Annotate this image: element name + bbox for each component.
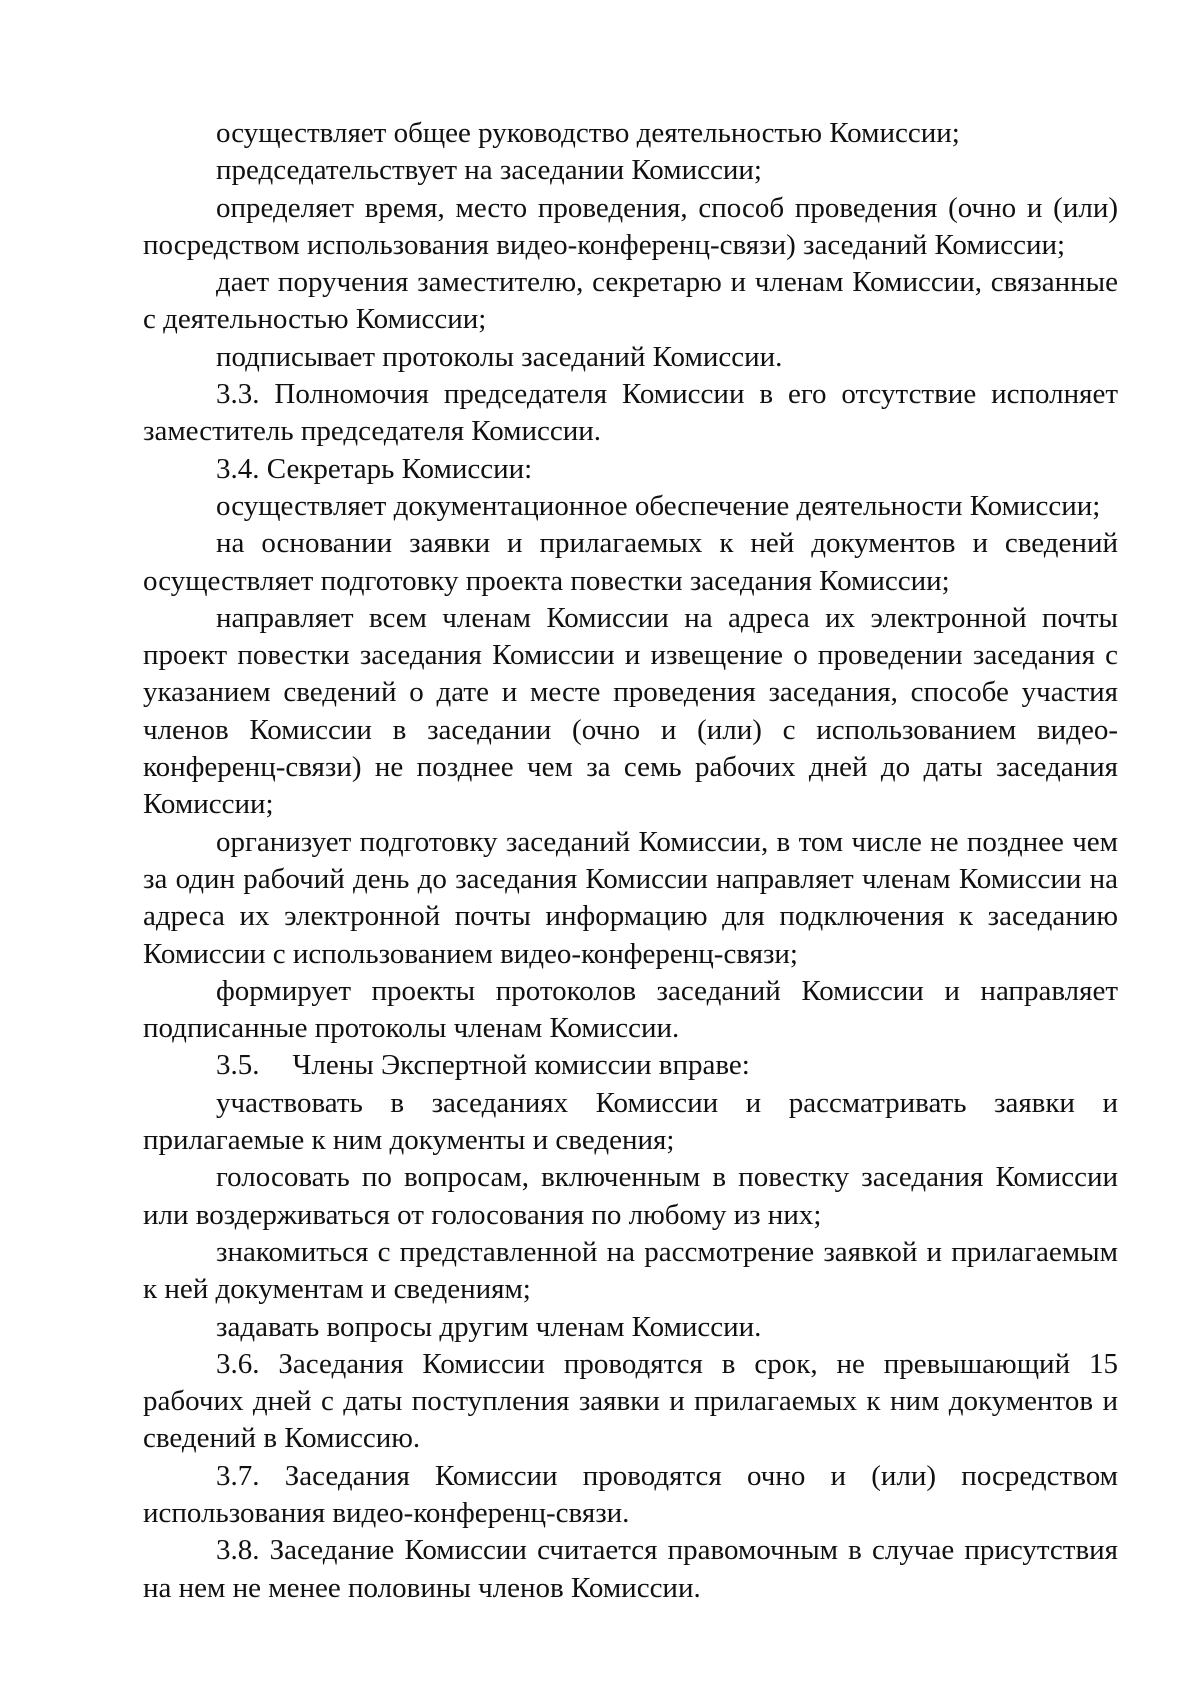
paragraph-sends-agenda: направляет всем членам Комиссии на адреса их электронной почты проект повестки заседания Комиссии и извещение о проведении заседания с указанием сведений о дате и месте проведения заседания, способе участия членов Комиссии в заседании (очно и (или) с использованием видео-конференц-связи) не позднее чем за семь рабочих дней до даты заседания Комиссии; bbox=[143, 601, 1118, 821]
paragraph-gives-instructions: дает поручения заместителю, секретарю и членам Комиссии, связанные с деятельностью Комиссии; bbox=[143, 266, 1118, 336]
paragraph-organizes-meetings: организует подготовку заседаний Комиссии, в том числе не позднее чем за один рабочий день до заседания Комиссии направляет членам Комиссии на адреса их электронной почты информацию для подключения к заседанию Комиссии с использованием видео-конференц-связи; bbox=[143, 825, 1118, 970]
document-body bbox=[143, 115, 1118, 1607]
paragraph-3-6: 3.6. Заседания Комиссии проводятся в срок, не превышающий 15 рабочих дней с даты поступления заявки и прилагаемых к ним документов и сведений в Комиссию. bbox=[143, 1347, 1118, 1455]
paragraph-vote: голосовать по вопросам, включенным в повестку заседания Комиссии или воздерживаться от голосования по любому из них; bbox=[143, 1161, 1118, 1231]
paragraph-chairs-meeting: председательствует на заседании Комиссии; bbox=[216, 154, 762, 187]
paragraph-ask-questions: задавать вопросы другим членам Комиссии. bbox=[216, 1310, 762, 1343]
paragraph-determines-time-place: определяет время, место проведения, способ проведения (очно и (или) посредством использования видео-конференц-связи) заседаний Комиссии; bbox=[143, 191, 1118, 261]
paragraph-agenda-preparation: на основании заявки и прилагаемых к ней документов и сведений осуществляет подготовку проекта повестки заседания Комиссии; bbox=[143, 527, 1118, 597]
paragraph-general-management: осуществляет общее руководство деятельностью Комиссии; bbox=[216, 117, 960, 149]
paragraph-3-3: 3.3. Полномочия председателя Комиссии в его отсутствие исполняет заместитель председателя Комиссии. bbox=[143, 378, 1118, 448]
paragraph-forms-protocols: формирует проекты протоколов заседаний Комиссии и направляет подписанные протоколы членам Комиссии. bbox=[143, 974, 1118, 1045]
clause-text: Члены Экспертной комиссии вправе: bbox=[292, 1049, 750, 1082]
paragraph-3-7: 3.7. Заседания Комиссии проводятся очно и (или) посредством использования видео-конференц-связи. bbox=[143, 1459, 1118, 1529]
paragraph-review-application: знакомиться с представленной на рассмотрение заявкой и прилагаемым к ней документам и сведениям; bbox=[143, 1235, 1118, 1306]
paragraph-3-5 bbox=[143, 1047, 1118, 1084]
paragraph-3-8: 3.8. Заседание Комиссии считается правомочным в случае присутствия на нем не менее половины членов Комиссии. bbox=[143, 1534, 1118, 1604]
paragraph-3-4: 3.4. Секретарь Комиссии: bbox=[216, 452, 533, 485]
paragraph-participate: участвовать в заседаниях Комиссии и рассматривать заявки и прилагаемые к ним документы и сведения; bbox=[143, 1086, 1118, 1157]
clause-number: 3.5. bbox=[216, 1049, 260, 1082]
paragraph-documentation-support: осуществляет документационное обеспечение деятельности Комиссии; bbox=[216, 489, 1101, 522]
paragraph-signs-protocols: подписывает протоколы заседаний Комиссии. bbox=[216, 340, 783, 373]
